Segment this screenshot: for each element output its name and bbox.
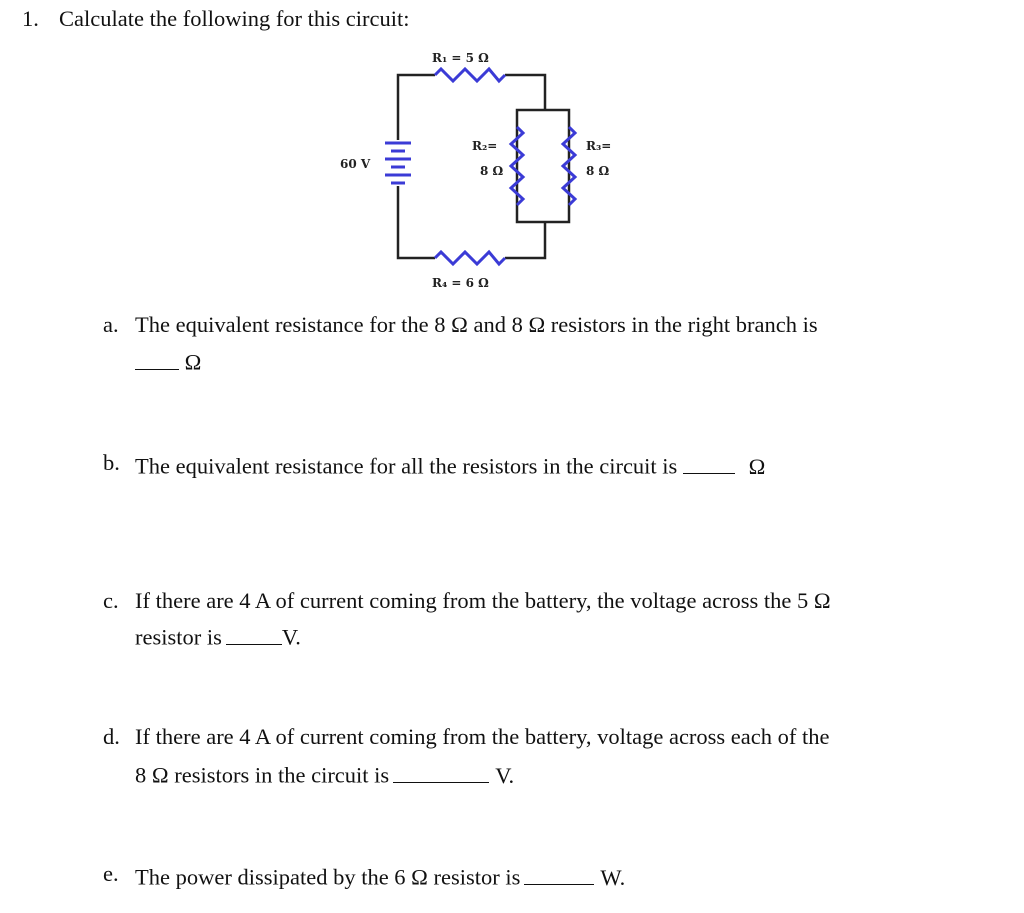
answer-blank-c[interactable] [226, 621, 282, 645]
question-prompt: Calculate the following for this circuit: [59, 6, 410, 31]
part-e-letter: e. [103, 861, 119, 886]
r2-value: 8 Ω [480, 164, 504, 178]
part-c-letter: c. [103, 588, 119, 613]
part-a-letter: a. [103, 312, 119, 337]
r4-label: R₄ = 6 Ω [432, 276, 489, 290]
part-b-letter: b. [103, 450, 120, 475]
part-e-unit: W. [600, 864, 626, 890]
part-d-question: 8 Ω resistors in the circuit is [135, 762, 390, 788]
part-c-question: resistor is [135, 624, 222, 650]
r1-label: R₁ = 5 Ω [432, 51, 489, 65]
part-e-question: The power dissipated by the 6 Ω resistor is [135, 864, 521, 890]
answer-blank-d[interactable] [393, 759, 489, 783]
r2-name: R₂= [472, 139, 498, 153]
r3-name: R₃= [586, 139, 612, 153]
part-c-text: If there are 4 A of current coming from the battery, the voltage across the 5 Ω [135, 588, 831, 613]
part-c-unit: V. [281, 624, 301, 650]
resistor-r1 [435, 69, 505, 81]
part-d-unit: V. [495, 762, 515, 788]
r3-value: 8 Ω [586, 164, 610, 178]
part-a-unit: Ω [184, 349, 202, 375]
part-a-answer-line [135, 346, 201, 376]
battery-label: 60 V [340, 157, 371, 171]
part-b-question: The equivalent resistance for all the resistors in the circuit is [135, 453, 678, 479]
circuit-diagram [0, 0, 1024, 300]
part-b-unit: Ω [748, 453, 766, 479]
part-b-text [135, 450, 765, 480]
part-d-text: If there are 4 A of current coming from the battery, voltage across each of the [135, 724, 830, 749]
battery-icon [385, 140, 411, 186]
answer-blank-b[interactable] [683, 450, 735, 474]
part-c-answer-line [135, 621, 301, 651]
part-d-answer-line [135, 759, 514, 789]
resistor-r4 [435, 252, 505, 264]
question-number: 1. [22, 6, 39, 31]
answer-blank-e[interactable] [524, 861, 594, 885]
answer-blank-a[interactable] [135, 346, 179, 370]
part-a-text: The equivalent resistance for the 8 Ω and 8 Ω resistors in the right branch is [135, 312, 818, 337]
part-d-letter: d. [103, 724, 120, 749]
part-e-text [135, 861, 625, 891]
